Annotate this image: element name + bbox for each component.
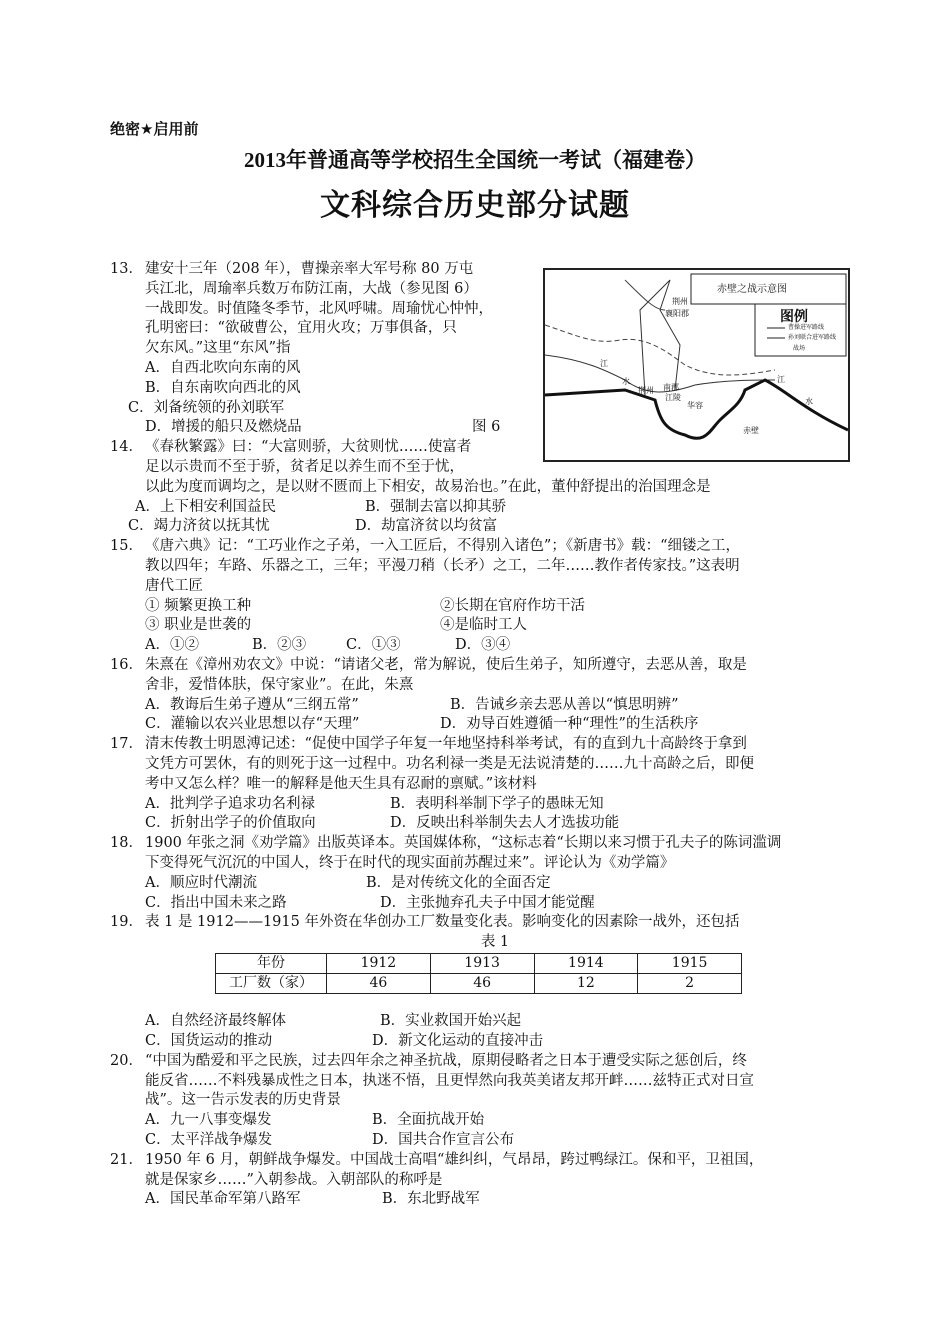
q15-item-1: ① 频繁更换工种 (145, 597, 252, 614)
q15-stem: 唐代工匠 (145, 577, 203, 594)
table-cell: 12 (534, 973, 638, 993)
q13-stem: 欠东风。”这里“东风”指 (145, 340, 291, 357)
map-place: 华容 (687, 401, 703, 410)
q21-stem: 1950 年 6 月，朝鲜战争爆发。中国战士高唱“雄纠纠，气昂昂，跨过鸭绿江。保和平，卫祖国， (145, 1151, 764, 1168)
q13-option-a: A．自西北吹向东南的风 (145, 359, 301, 376)
table-cell: 46 (327, 973, 431, 993)
q19-option-c: C．国货运动的推动 (145, 1033, 273, 1050)
q18-stem: 1900 年张之洞《劝学篇》出版英译本。英国媒体称，“这标志着“长期以来习惯于孔夫子的陈词滥调 (145, 835, 782, 852)
map-place: 襄阳郡 (665, 309, 689, 318)
q21-option-a: A．国民革命军第八路军 (145, 1191, 301, 1208)
figure-caption: 图 6 (472, 419, 501, 436)
table-header: 年份 (216, 953, 327, 973)
q15-stem: 教以四年；车路、乐器之工，三年；平漫刀稍（长矛）之工，二年……教作者传家技。”这表明 (145, 557, 740, 574)
q19-option-d: D．新文化运动的直接冲击 (372, 1033, 544, 1050)
table-caption: 表 1 (480, 934, 510, 951)
q13-stem: 孔明密曰：“欲破曹公，宜用火攻；万事俱备，只 (145, 320, 457, 337)
map-place: 荆州 (638, 386, 654, 395)
legend-title: 图例 (780, 309, 808, 325)
table-row-label: 工厂数（家） (216, 973, 327, 993)
q17-stem: 文凭方可罢休，有的则死于这一过程中。功名利禄一类是无法说清楚的……九十高龄之后，即便 (145, 755, 754, 772)
q13-stem: 兵江北，周瑜率兵数万布防江南，大战（参见图 6） (145, 280, 478, 297)
q14-number: 14． (110, 439, 143, 456)
q13-option-c: C．刘备统领的孙刘联军 (128, 399, 285, 416)
q20-stem: “中国为酷爱和平之民族，过去四年余之神圣抗战，原期侵略者之日本于遭受实际之惩创后，终 (145, 1052, 747, 1069)
q17-stem: 考中又怎么样？唯一的解释是他天生具有忍耐的禀赋。”该材料 (145, 775, 537, 792)
q16-option-d: D．劝导百姓遵循一种“理性”的生活秩序 (440, 716, 699, 733)
q15-number: 15． (110, 538, 143, 555)
q18-stem: 下变得死气沉沉的中国人，终于在时代的现实面前苏醒过来”。评论认为《劝学篇》 (145, 854, 675, 871)
q20-stem: 战”。这一告示发表的历史背景 (145, 1092, 341, 1109)
questions (110, 260, 855, 1210)
q18-option-a: A．顺应时代潮流 (145, 874, 257, 891)
q18-option-d: D．主张抛弃孔夫子中国才能觉醒 (380, 894, 595, 911)
legend-item: 孙刘联合进军路线 (788, 334, 837, 341)
table-cell: 46 (430, 973, 534, 993)
q14-option-d: D．劫富济贫以均贫富 (355, 518, 498, 535)
q16-number: 16． (110, 656, 143, 673)
q14-stem: 足以示贵而不至于骄，贫者足以养生而不至于忧， (145, 458, 464, 475)
table-header: 1915 (638, 953, 742, 973)
q21-option-b: B．东北野战军 (382, 1191, 480, 1208)
table-header: 1912 (327, 953, 431, 973)
map-place: 南郡 (663, 383, 679, 392)
q13-option-b: B．自东南吹向西北的风 (145, 379, 301, 396)
q17-option-c: C．折射出学子的价值取向 (145, 815, 316, 832)
q14-stem: 《春秋繁露》曰：“大富则骄，大贫则忧……使富者 (145, 439, 472, 456)
map-place: 赤壁 (743, 426, 759, 435)
q15-stem: 《唐六典》记：“工巧业作之子弟，一入工匠后，不得别入诸色”；《新唐书》载：“细镂之工， (145, 538, 740, 555)
q13-number: 13． (110, 261, 143, 277)
q15-option-d: D．③④ (455, 637, 511, 654)
map-place: 水 (805, 397, 813, 406)
q15-item-3: ③ 职业是世袭的 (145, 617, 252, 634)
q14-option-a: A．上下相安利国益民 (135, 498, 276, 515)
q19-stem: 表 1 是 1912——1915 年外资在华创办工厂数量变化表。影响变化的因素除一战外，还包括 (145, 914, 740, 931)
exam-title: 2013年普通高等学校招生全国统一考试（福建卷） (244, 148, 706, 172)
q17-option-a: A．批判学子追求功名利禄 (145, 795, 315, 812)
q16-option-a: A．教诲后生弟子遵从“三纲五常” (145, 696, 359, 713)
q13-option-d: D．增援的船只及燃烧品 (145, 419, 302, 436)
q20-number: 20． (110, 1052, 143, 1069)
q14-stem: 以此为度而调均之，是以财不匮而上下相安，故易治也。”在此，董仲舒提出的治国理念是 (145, 478, 711, 495)
q16-option-b: B．告诫乡亲去恶从善以“慎思明辨” (450, 696, 679, 713)
q20-option-b: B．全面抗战开始 (372, 1112, 485, 1129)
q19-number: 19． (110, 914, 143, 931)
q21-stem: 就是保家乡……”入朝参战。入朝部队的称呼是 (145, 1171, 443, 1188)
q15-item-2: ②长期在官府作坊干活 (440, 597, 585, 614)
table-cell: 2 (638, 973, 742, 993)
map-place: 水 (622, 377, 630, 386)
q19-option-a: A．自然经济最终解体 (145, 1013, 286, 1030)
q14-option-c: C．竭力济贫以抚其忧 (128, 518, 270, 535)
factory-table-wrap (110, 953, 855, 1012)
legend-item: 战场 (793, 345, 806, 352)
q18-option-b: B．是对传统文化的全面否定 (366, 874, 551, 891)
legend-item: 曹操进军路线 (788, 324, 825, 331)
map-place: 荆州 (672, 297, 688, 306)
factory-table (215, 953, 742, 994)
q20-option-a: A．九一八事变爆发 (145, 1112, 272, 1129)
q21-number: 21． (110, 1151, 143, 1168)
q17-option-b: B．表明科举制下学子的愚昧无知 (390, 795, 604, 812)
q15-option-b: B．②③ (252, 637, 307, 654)
q16-stem: 舍非，爱惜体肤，保守家业”。在此，朱熹 (145, 676, 414, 693)
exam-subtitle: 文科综合历史部分试题 (320, 188, 630, 223)
map-title: 赤壁之战示意图 (717, 284, 787, 295)
q14-option-b: B．强制去富以抑其骄 (365, 498, 507, 515)
q20-option-c: C．太平洋战争爆发 (145, 1132, 273, 1149)
map-place: 江陵 (665, 393, 681, 402)
q17-option-d: D．反映出科举制失去人才选拔功能 (390, 815, 620, 832)
q20-stem: 能反省……不料残暴成性之日本，执迷不悟，且更悍然向我英美诸友邦开衅……兹特正式对日宣 (145, 1072, 754, 1089)
secret-label: 绝密★启用前 (110, 120, 199, 138)
q16-stem: 朱熹在《漳州劝农文》中说：“请诸父老，常为解说，使后生弟子，知所遵守，去恶从善，取是 (145, 656, 747, 673)
q15-option-c: C．①③ (346, 637, 401, 654)
q15-item-4: ④是临时工人 (440, 617, 527, 634)
q13-stem: 建安十三年（208 年），曹操亲率大军号称 80 万屯 (145, 261, 474, 277)
q18-number: 18． (110, 835, 143, 852)
q17-number: 17． (110, 736, 143, 753)
table-header: 1914 (534, 953, 638, 973)
table-header: 1913 (430, 953, 534, 973)
q17-stem: 清末传教士明恩溥记述：“促使中国学子年复一年地坚持科举考试，有的直到九十高龄终于拿到 (145, 736, 747, 753)
q16-option-c: C．灌输以农兴业思想以存“天理” (145, 716, 360, 733)
q19-option-b: B．实业救国开始兴起 (380, 1013, 522, 1030)
map-place: 江 (777, 375, 785, 384)
q20-option-d: D．国共合作宣言公布 (372, 1132, 515, 1149)
q18-option-c: C．指出中国未来之路 (145, 894, 287, 911)
q15-option-a: A．①② (145, 637, 199, 654)
map-place: 江 (600, 359, 608, 368)
q13-stem: 一战即发。时值隆冬季节，北风呼啸。周瑜忧心忡忡， (145, 300, 493, 317)
